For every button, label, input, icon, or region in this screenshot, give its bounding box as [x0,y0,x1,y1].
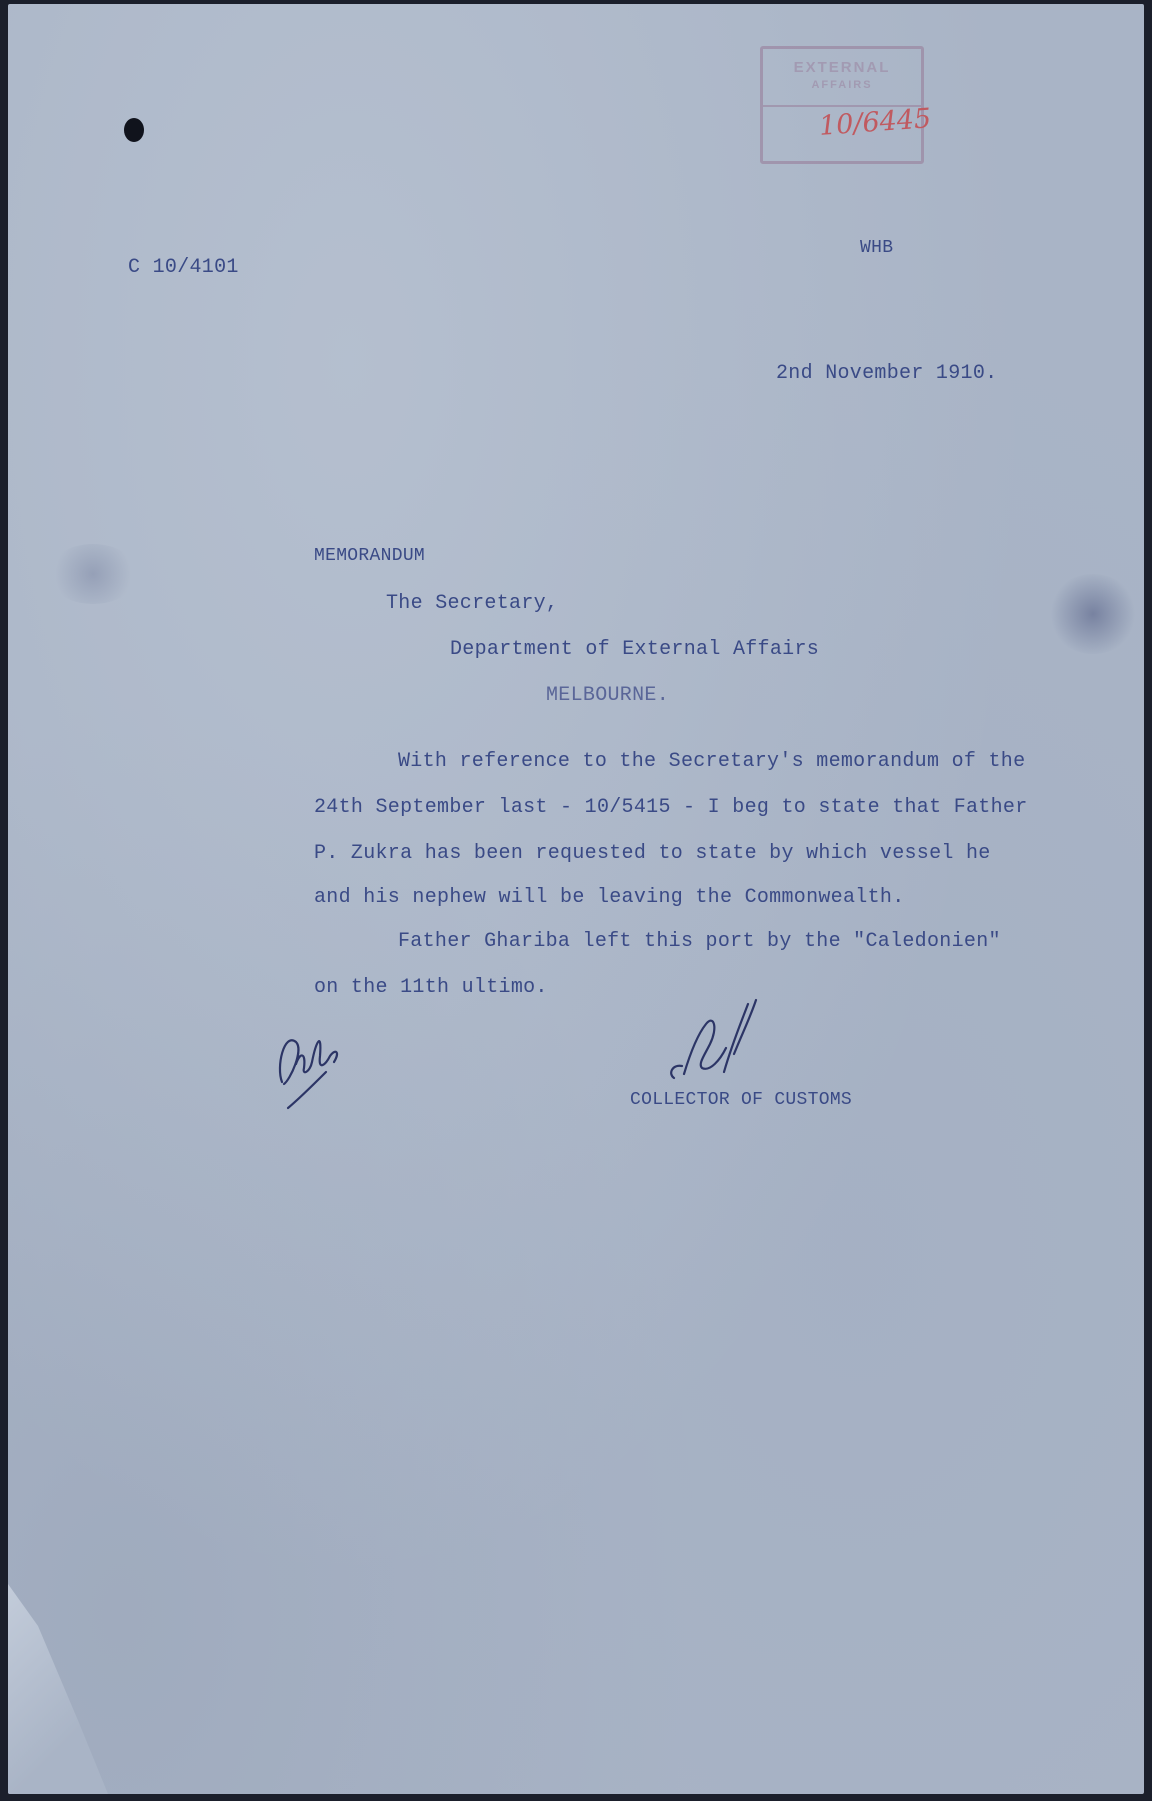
ink-smudge [1048,574,1138,654]
document-page [8,4,1144,1794]
signature-title: COLLECTOR OF CUSTOMS [630,1090,853,1110]
addressee-line: Department of External Affairs [450,638,820,661]
body-line: P. Zukra has been requested to state by which vessel he [314,842,991,865]
received-stamp [760,46,933,164]
addressee-line: The Secretary, [386,592,559,615]
punch-hole [124,118,144,142]
reference-number: C 10/4101 [128,256,239,279]
stamp-line-1: EXTERNAL [793,59,891,76]
body-line: With reference to the Secretary's memorandum of the [398,750,1026,773]
addressee-line: MELBOURNE. [546,684,670,707]
memo-heading: MEMORANDUM [314,546,426,566]
handwritten-signature [654,994,764,1084]
memo-date: 2nd November 1910. [776,362,998,385]
torn-corner [8,1584,108,1794]
body-line: and his nephew will be leaving the Commonwealth. [314,886,905,909]
body-line: on the 11th ultimo. [314,976,548,999]
handwritten-initials [270,1012,360,1112]
stamp-line-2: AFFAIRS [811,79,873,91]
body-line: Father Ghariba left this port by the "Caledonien" [398,930,1001,953]
typist-initials: WHB [860,238,894,258]
body-line: 24th September last - 10/5415 - I beg to state that Father [314,796,1028,819]
stamp-number: 10/6445 [818,103,933,142]
ink-smudge [48,544,138,604]
